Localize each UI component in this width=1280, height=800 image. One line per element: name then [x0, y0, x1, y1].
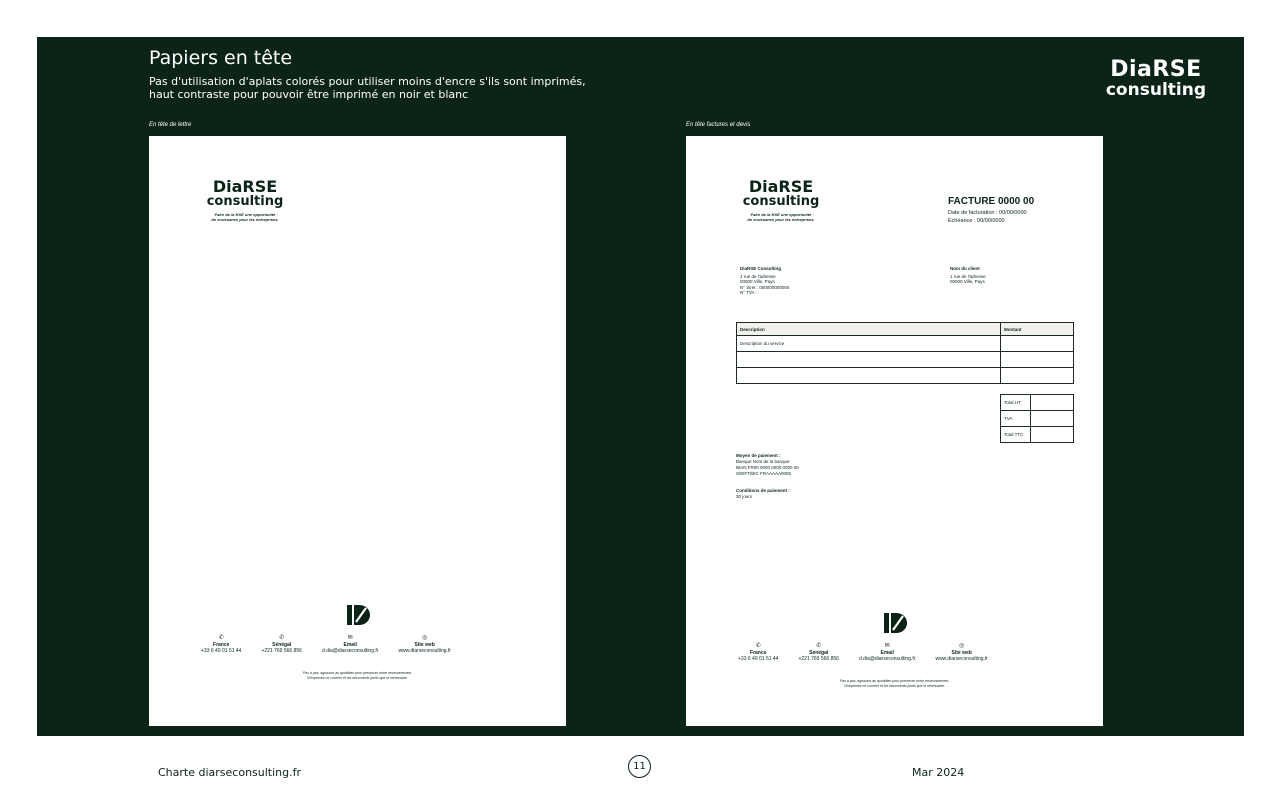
- invoice-sheet: [686, 136, 1103, 726]
- invoice-footnote: Pas à pas, agissons au quotidien pour préserver notre environnement. N'imprimez ce courrier et les documents joints que si nécessaire.: [839, 679, 950, 688]
- subtitle-line-2: haut contraste pour pouvoir être imprimé en noir et blanc: [149, 88, 469, 101]
- client-address: Nom du client 1 rue de l'adresse 00000 Ville, Pays: [950, 266, 986, 284]
- brand-emblem-icon: [345, 602, 371, 628]
- header-amount: Montant: [1001, 323, 1074, 336]
- invoice-totals-table: [1000, 394, 1074, 443]
- logo-word-1: DiaRSE: [748, 177, 814, 196]
- brand-logo: [1106, 59, 1206, 99]
- brand-word-2: consulting: [1105, 80, 1206, 100]
- globe-icon: ◎: [959, 643, 965, 649]
- invoice-label: En tête factures et devis: [686, 122, 751, 128]
- payment-conditions: Conditions de paiement : 30 jours: [736, 488, 790, 499]
- brand-emblem-icon: [882, 610, 908, 636]
- letterhead-footnote: Pas à pas, agissons au quotidien pour préserver notre environnement. N'imprimez ce courrier et les documents joints que si nécessaire.: [302, 671, 413, 680]
- page-subtitle: [149, 75, 629, 101]
- logo-word-2: consulting: [206, 194, 284, 209]
- totals-row: [1001, 411, 1074, 427]
- total-ttc-label: Total TTC: [1001, 427, 1031, 443]
- contact-email: ✉ Email d.dia@diarseconsulting.fr: [321, 635, 379, 654]
- header-description: Description: [737, 323, 1001, 336]
- contact-email: ✉ Email d.dia@diarseconsulting.fr: [858, 643, 916, 662]
- letterhead-contacts: [201, 635, 451, 654]
- phone-icon: ✆: [755, 643, 761, 649]
- table-row: [737, 336, 1074, 352]
- brand-word-1: DiaRSE: [1110, 57, 1202, 82]
- row-description: Description du service: [737, 336, 1001, 352]
- payment-method: Moyen de paiement : Banque Nom de la banque IBAN FR00 0000 0000 0000 00 SWIFT/BIC FRAAAAA0000: [736, 453, 799, 476]
- invoice-date: Date de facturation : 00/00/0000: [948, 210, 1027, 216]
- page-title: Papiers en tête: [149, 47, 293, 69]
- table-header-row: [737, 323, 1074, 336]
- row-amount: [1001, 336, 1074, 352]
- globe-icon: ◎: [422, 635, 428, 641]
- invoice-due-date: Échéance : 00/00/0000: [948, 218, 1005, 224]
- logo-word-2: consulting: [742, 194, 820, 209]
- invoice-items-table: [736, 322, 1074, 384]
- table-row: [737, 368, 1074, 384]
- contact-website: ◎ Site web www.diarseconsulting.fr: [398, 635, 451, 654]
- sender-address: DiaRSE Consulting 1 rue de l'adresse 00000 Ville, Pays N° Siret : 000000000000 N° TVA :: [740, 266, 790, 295]
- totals-row: [1001, 427, 1074, 443]
- mail-icon: ✉: [347, 635, 353, 641]
- table-row: [737, 352, 1074, 368]
- phone-icon: ✆: [279, 635, 285, 641]
- letterhead-label: En tête de lettre: [149, 122, 192, 128]
- letterhead-logo: [205, 179, 285, 222]
- contact-senegal: ✆ Sénégal +221 769 566 856: [261, 635, 302, 654]
- totals-row: [1001, 395, 1074, 411]
- invoice-contacts: [738, 643, 988, 662]
- invoice-meta: [948, 209, 1027, 225]
- contact-france: ✆ France +33 6 49 01 51 44: [738, 643, 779, 662]
- invoice-logo: [741, 179, 821, 222]
- tva-label: TVA: [1001, 411, 1031, 427]
- contact-website: ◎ Site web www.diarseconsulting.fr: [935, 643, 988, 662]
- subtitle-line-1: Pas d'utilisation d'aplats colorés pour utiliser moins d'encre s'ils sont imprimés,: [149, 75, 586, 88]
- contact-france: ✆ France +33 6 49 01 51 44: [201, 635, 242, 654]
- mail-icon: ✉: [884, 643, 890, 649]
- letterhead-sheet: [149, 136, 566, 726]
- logo-word-1: DiaRSE: [212, 177, 278, 196]
- phone-icon: ✆: [218, 635, 224, 641]
- logo-tagline: Faire de la RSE une opportunité de croissance pour les entreprises.: [211, 212, 279, 222]
- logo-tagline: Faire de la RSE une opportunité de croissance pour les entreprises.: [747, 212, 815, 222]
- contact-senegal: ✆ Sénégal +221 769 566 856: [798, 643, 839, 662]
- footer-left-text: Charte diarseconsulting.fr: [158, 766, 302, 779]
- total-ht-label: Total HT: [1001, 395, 1031, 411]
- slide-background: [37, 37, 1244, 736]
- invoice-title: FACTURE 0000 00: [948, 196, 1035, 207]
- footer-date: Mar 2024: [912, 766, 965, 779]
- page-number: 11: [628, 755, 651, 778]
- phone-icon: ✆: [816, 643, 822, 649]
